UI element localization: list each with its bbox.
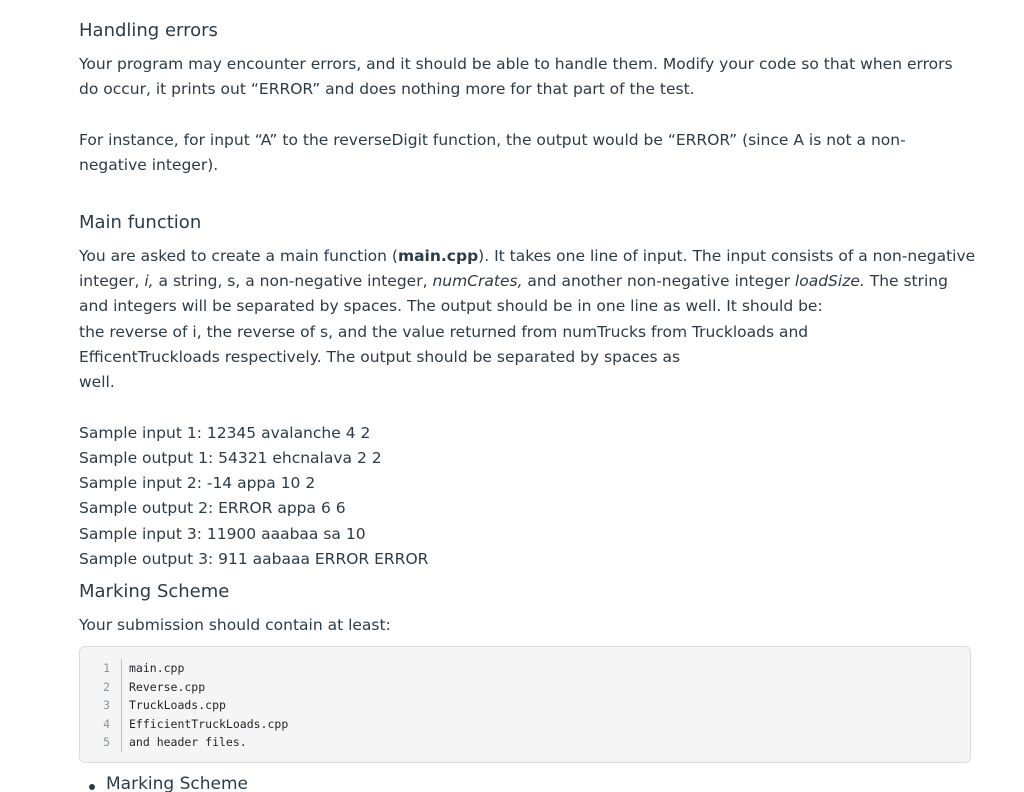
main-function-paragraph: [79, 244, 979, 319]
var-loadsize: loadSize.: [794, 272, 865, 290]
code-text: Reverse.cpp: [129, 679, 206, 694]
code-text: and header files.: [129, 735, 247, 749]
submission-requirements: Your submission should contain at least:: [79, 616, 391, 634]
main-function-text: ). It takes one line of input. The input consists of a non-negative integer,: [79, 247, 976, 290]
bullet-label: Marking Scheme: [106, 774, 249, 792]
sample-line: Sample input 2: -14 appa 10 2: [79, 474, 316, 492]
line-number: 2: [103, 679, 110, 694]
sample-line: Sample output 1: 54321 ehcnalava 2 2: [79, 449, 382, 467]
code-text: main.cpp: [129, 661, 185, 675]
var-i: i,: [144, 272, 154, 290]
line-number: 5: [103, 735, 110, 749]
code-line: [80, 696, 970, 715]
marking-scheme-heading: Marking Scheme: [79, 581, 230, 602]
sample-line: Sample output 3: 911 aabaaa ERROR ERROR: [79, 550, 429, 568]
handling-errors-paragraph: Your program may encounter errors, and it should be able to handle them. Modify your code so that when errors do occur, it prints out “ERROR” and does nothing more for that part of the test.: [79, 55, 953, 98]
error-example-paragraph: For instance, for input “A” to the reverseDigit function, the output would be “ERROR” (since A is not a non-negative integer).: [79, 131, 906, 174]
bullet-icon: [89, 784, 95, 790]
code-text: EfficientTruckLoads.cpp: [129, 716, 289, 731]
line-number: 4: [103, 716, 110, 731]
handling-errors-heading: Handling errors: [79, 20, 218, 41]
var-numcrates: numCrates,: [432, 272, 523, 290]
main-function-text: You are asked to create a main function (: [79, 247, 398, 265]
code-line: [80, 659, 970, 678]
main-function-text: The string and integers will be separated by spaces. The output should be in one line as well. It should be:: [79, 272, 948, 315]
line-number: 1: [103, 661, 110, 675]
code-block: [79, 646, 971, 763]
main-function-text: a string, s, a non-negative integer,: [153, 272, 433, 290]
code-text: TruckLoads.cpp: [129, 698, 226, 712]
main-cpp-filename: main.cpp: [397, 247, 479, 265]
code-line: [80, 715, 970, 734]
sample-line: Sample input 1: 12345 avalanche 4 2: [79, 424, 371, 442]
code-line: [80, 733, 970, 752]
output-description: the reverse of i, the reverse of s, and the value returned from numTrucks from Truckloads and EfficentTruckloads respectively. The output should be separated by spaces as: [79, 323, 809, 366]
code-line: [80, 678, 970, 697]
output-description-end: well.: [79, 373, 115, 391]
sample-line: Sample output 2: ERROR appa 6 6: [79, 499, 346, 517]
sample-line: Sample input 3: 11900 aaabaa sa 10: [79, 525, 366, 543]
main-function-text: and another non-negative integer: [522, 272, 795, 290]
main-function-heading: Main function: [79, 212, 202, 233]
line-number: 3: [103, 698, 110, 712]
